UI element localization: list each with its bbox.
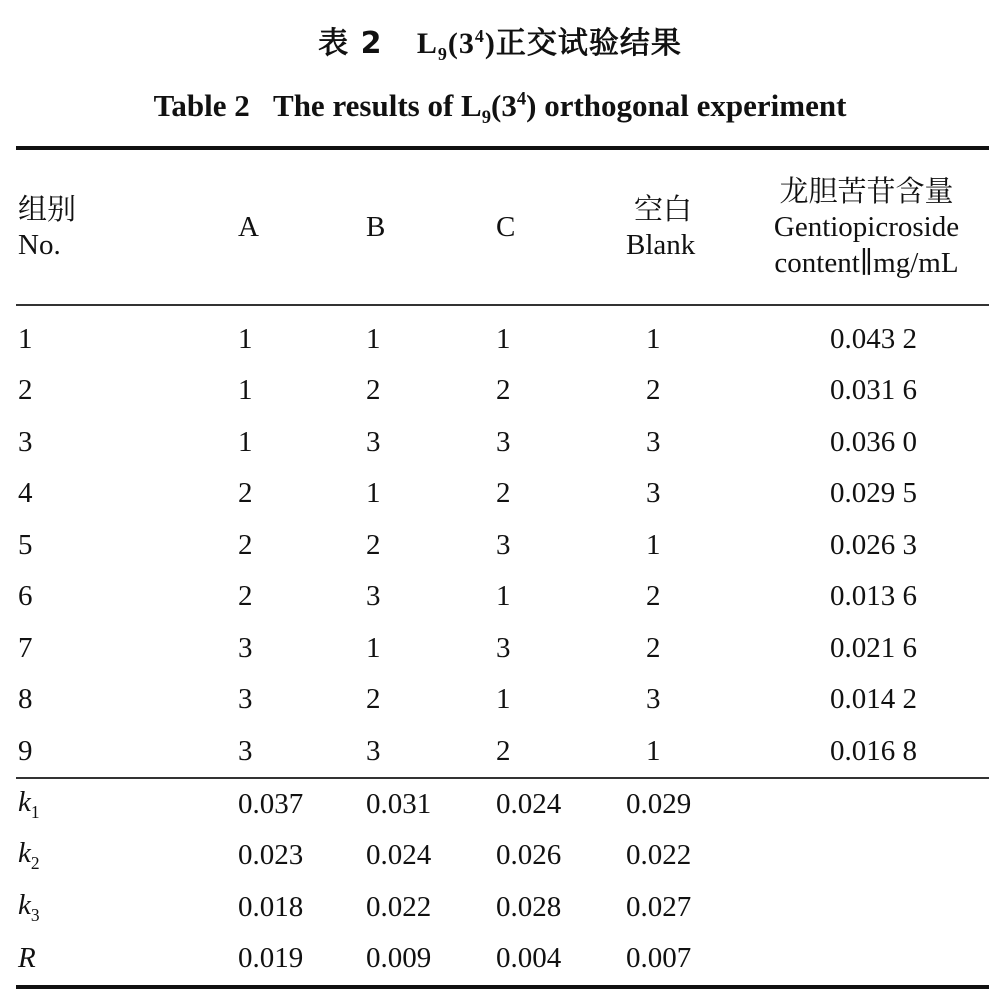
stat-subscript: 1 bbox=[30, 801, 40, 822]
cell-a: 1 bbox=[238, 374, 253, 407]
cell-content: 0.016 8 bbox=[830, 734, 917, 767]
stat-blank: 0.022 bbox=[626, 839, 692, 872]
stat-blank: 0.029 bbox=[626, 787, 692, 820]
cell-c: 2 bbox=[496, 477, 511, 510]
header-b: B bbox=[366, 210, 386, 243]
cell-content: 0.029 5 bbox=[830, 477, 917, 510]
stat-subscript: 2 bbox=[30, 853, 40, 874]
header-group-en: No. bbox=[18, 229, 61, 261]
cell-blank: 2 bbox=[646, 580, 661, 613]
cell-b: 1 bbox=[366, 631, 381, 664]
cell-b: 3 bbox=[366, 734, 381, 767]
table-row bbox=[16, 365, 989, 417]
cell-c: 2 bbox=[496, 734, 511, 767]
stats-row bbox=[16, 882, 989, 934]
stat-b: 0.009 bbox=[366, 942, 432, 975]
caption-zh-paren-close: ) bbox=[484, 27, 496, 60]
stat-a: 0.018 bbox=[238, 890, 304, 923]
bottom-rule bbox=[16, 985, 989, 989]
cell-blank: 1 bbox=[646, 528, 661, 561]
cell-no: 9 bbox=[18, 734, 33, 767]
results-table bbox=[16, 146, 989, 989]
cell-a: 3 bbox=[238, 683, 253, 716]
cell-blank: 3 bbox=[646, 425, 661, 458]
cell-content: 0.014 2 bbox=[830, 683, 917, 716]
cell-a: 3 bbox=[238, 734, 253, 767]
cell-blank: 2 bbox=[646, 631, 661, 664]
stat-empty bbox=[744, 830, 989, 882]
cell-b: 2 bbox=[366, 683, 381, 716]
cell-content: 0.036 0 bbox=[830, 425, 917, 458]
cell-no: 4 bbox=[18, 477, 33, 510]
caption-en-paren-open: ( bbox=[491, 88, 502, 123]
stat-a: 0.019 bbox=[238, 942, 304, 975]
cell-no: 7 bbox=[18, 631, 33, 664]
table-caption-en bbox=[0, 88, 1000, 129]
header-group-zh: 组别 bbox=[18, 192, 77, 226]
caption-zh-L: L bbox=[416, 27, 438, 60]
cell-blank: 1 bbox=[646, 734, 661, 767]
stat-empty bbox=[744, 933, 989, 985]
header-blank-en: Blank bbox=[626, 229, 696, 261]
cell-a: 1 bbox=[238, 425, 253, 458]
cell-c: 1 bbox=[496, 580, 511, 613]
cell-c: 3 bbox=[496, 425, 511, 458]
stat-empty bbox=[744, 882, 989, 934]
cell-blank: 3 bbox=[646, 683, 661, 716]
caption-zh-rest: 正交试验结果 bbox=[495, 26, 682, 61]
caption-en-rest: orthogonal experiment bbox=[544, 88, 847, 123]
header-a: A bbox=[238, 210, 259, 243]
cell-no: 2 bbox=[18, 374, 33, 407]
caption-zh-sup: 4 bbox=[474, 26, 485, 46]
table-row bbox=[16, 417, 989, 469]
cell-b: 1 bbox=[366, 322, 381, 355]
table-row bbox=[16, 306, 989, 366]
main-body bbox=[16, 306, 989, 778]
caption-en-prefix: Table 2 bbox=[153, 88, 250, 123]
header-content-en2: content∥mg/mL bbox=[774, 247, 959, 279]
stat-c: 0.028 bbox=[496, 890, 562, 923]
caption-en-lead: The results of bbox=[273, 88, 454, 123]
stats-row bbox=[16, 933, 989, 985]
stat-label bbox=[16, 933, 238, 985]
cell-no: 6 bbox=[18, 580, 33, 613]
cell-b: 3 bbox=[366, 425, 381, 458]
stat-c: 0.024 bbox=[496, 787, 562, 820]
stat-symbol: k bbox=[18, 888, 31, 921]
cell-content: 0.013 6 bbox=[830, 580, 917, 613]
stat-blank: 0.027 bbox=[626, 890, 692, 923]
stat-empty bbox=[744, 779, 989, 831]
cell-a: 1 bbox=[238, 322, 253, 355]
stat-b: 0.024 bbox=[366, 839, 432, 872]
cell-blank: 2 bbox=[646, 374, 661, 407]
caption-en-sup: 4 bbox=[516, 88, 527, 110]
caption-en-base: 3 bbox=[501, 88, 517, 123]
caption-zh-paren-open: ( bbox=[447, 27, 459, 60]
stat-symbol: R bbox=[18, 942, 36, 975]
stats-body bbox=[16, 779, 989, 985]
cell-a: 2 bbox=[238, 477, 253, 510]
cell-content: 0.026 3 bbox=[830, 528, 917, 561]
header-blank bbox=[626, 150, 744, 304]
cell-content: 0.031 6 bbox=[830, 374, 917, 407]
stats-row bbox=[16, 830, 989, 882]
caption-zh-prefix: 表 2 bbox=[318, 26, 383, 61]
caption-en-paren-close: ) bbox=[526, 88, 537, 123]
table-row bbox=[16, 571, 989, 623]
stats-row bbox=[16, 779, 989, 831]
cell-c: 3 bbox=[496, 631, 511, 664]
stat-label bbox=[16, 882, 238, 934]
stat-subscript: 3 bbox=[30, 904, 40, 925]
table-row bbox=[16, 726, 989, 778]
cell-b: 2 bbox=[366, 528, 381, 561]
caption-zh-sub: 9 bbox=[437, 44, 448, 64]
cell-no: 5 bbox=[18, 528, 33, 561]
cell-a: 3 bbox=[238, 631, 253, 664]
stat-label bbox=[16, 830, 238, 882]
cell-b: 2 bbox=[366, 374, 381, 407]
caption-en-L: L bbox=[461, 88, 482, 123]
cell-a: 2 bbox=[238, 528, 253, 561]
caption-en-sub: 9 bbox=[481, 107, 492, 129]
header-content-en1: Gentiopicroside bbox=[773, 211, 960, 243]
table-row bbox=[16, 468, 989, 520]
cell-content: 0.021 6 bbox=[830, 631, 917, 664]
cell-a: 2 bbox=[238, 580, 253, 613]
cell-c: 1 bbox=[496, 683, 511, 716]
stat-symbol: k bbox=[18, 837, 31, 870]
cell-blank: 3 bbox=[646, 477, 661, 510]
table-row bbox=[16, 674, 989, 726]
table-row bbox=[16, 520, 989, 572]
stat-symbol: k bbox=[18, 785, 31, 818]
cell-c: 2 bbox=[496, 374, 511, 407]
stat-label bbox=[16, 779, 238, 831]
cell-no: 3 bbox=[18, 425, 33, 458]
header-content bbox=[744, 150, 989, 304]
cell-blank: 1 bbox=[646, 322, 661, 355]
stat-a: 0.023 bbox=[238, 839, 304, 872]
stat-blank: 0.007 bbox=[626, 942, 692, 975]
header-blank-zh: 空白 bbox=[634, 192, 693, 226]
cell-no: 8 bbox=[18, 683, 33, 716]
stat-c: 0.026 bbox=[496, 839, 562, 872]
cell-content: 0.043 2 bbox=[830, 322, 917, 355]
caption-zh-base: 3 bbox=[458, 27, 475, 60]
cell-b: 3 bbox=[366, 580, 381, 613]
header-c: C bbox=[496, 210, 516, 243]
cell-c: 3 bbox=[496, 528, 511, 561]
cell-b: 1 bbox=[366, 477, 381, 510]
header-content-zh: 龙胆苦苷含量 bbox=[779, 174, 954, 208]
table-caption-zh bbox=[0, 18, 1000, 65]
header-row bbox=[16, 150, 989, 304]
header-group bbox=[16, 150, 238, 304]
stat-a: 0.037 bbox=[238, 787, 304, 820]
stat-b: 0.031 bbox=[366, 787, 432, 820]
cell-no: 1 bbox=[18, 322, 33, 355]
stat-b: 0.022 bbox=[366, 890, 432, 923]
cell-c: 1 bbox=[496, 322, 511, 355]
table-row bbox=[16, 623, 989, 675]
stat-c: 0.004 bbox=[496, 942, 562, 975]
